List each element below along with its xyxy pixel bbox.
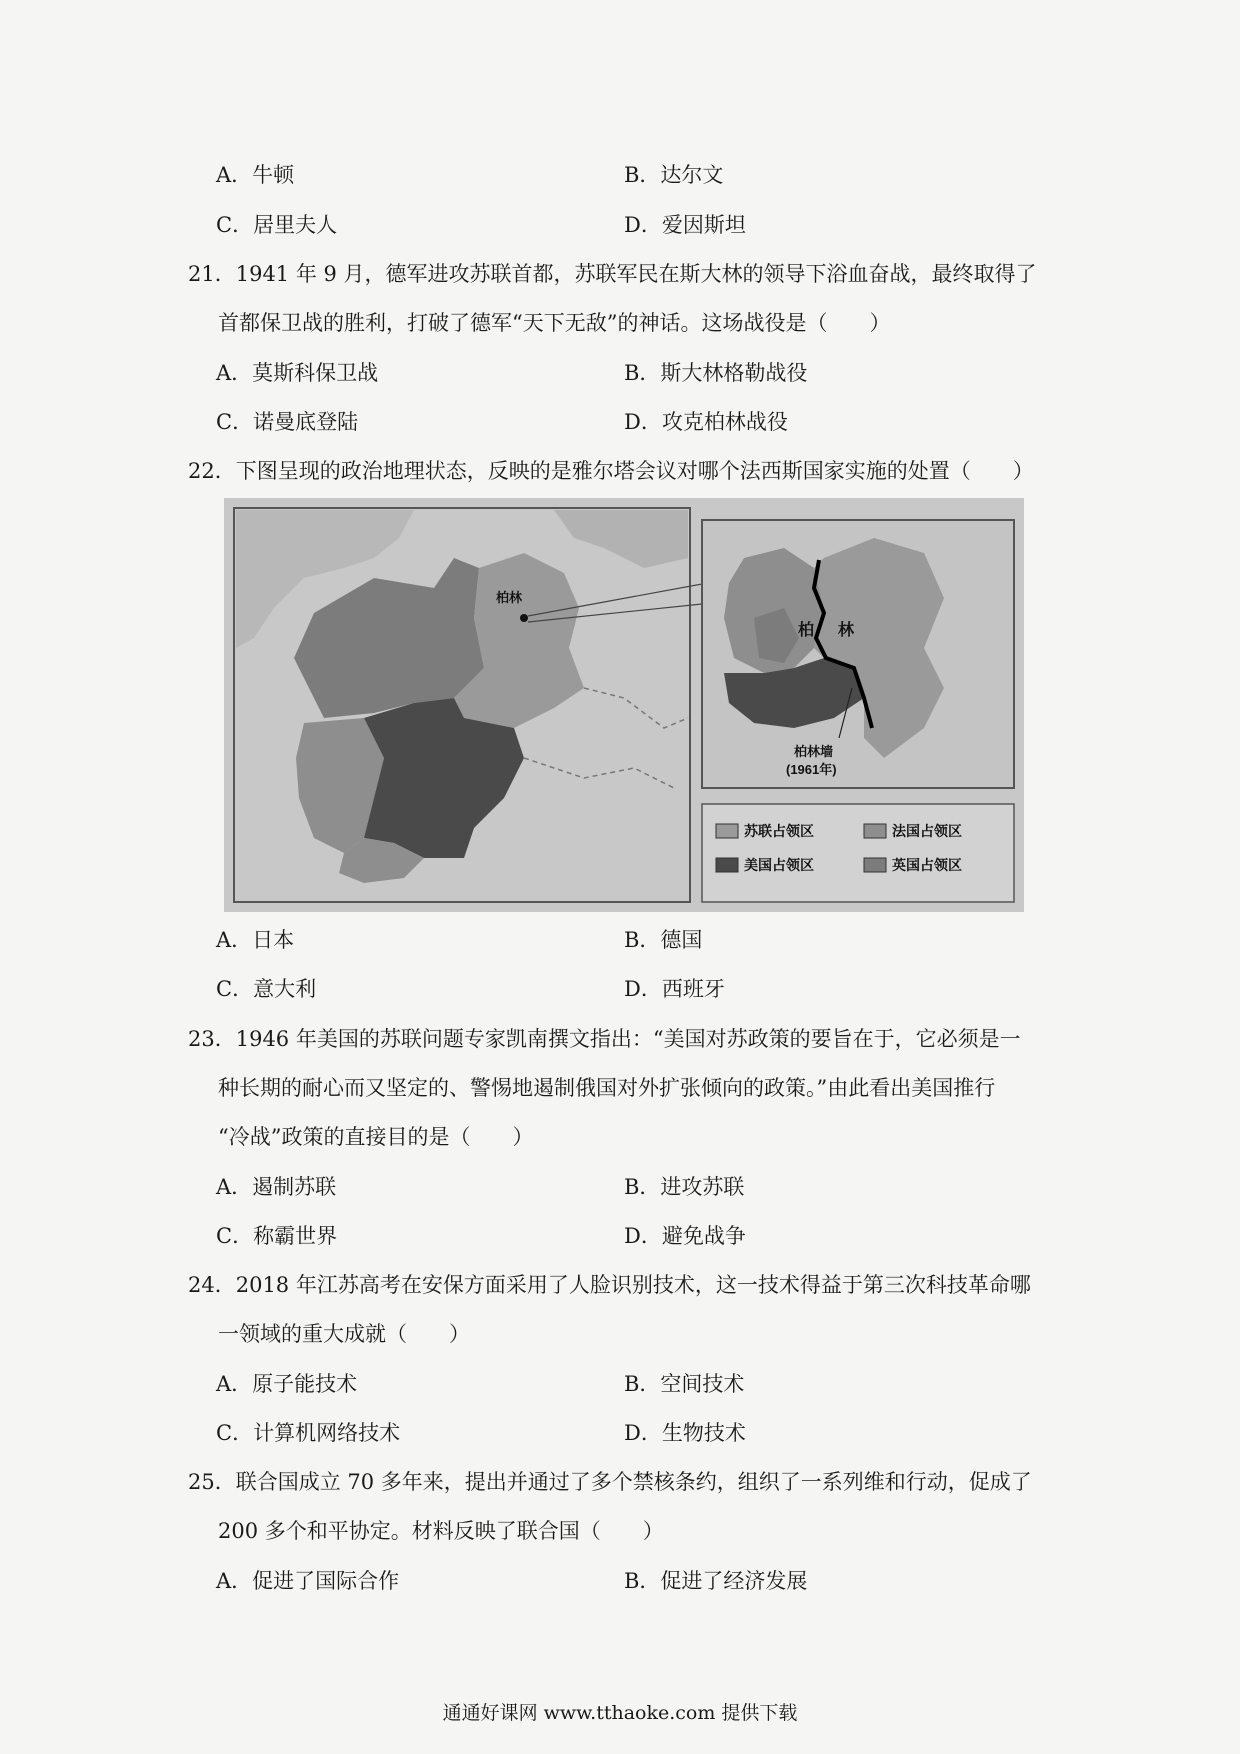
q21-stem-line1: 21．1941 年 9 月，德军进攻苏联首都，苏联军民在斯大林的领导下浴血奋战，最终取得了 [188, 262, 1037, 286]
legend-swatch-usa [716, 858, 738, 872]
berlin-label: 柏林 [496, 590, 523, 605]
wall-label: 柏林墙 [794, 744, 834, 759]
q23-option-c: C．称霸世界 [216, 1224, 338, 1248]
q22-option-b: B．德国 [624, 928, 703, 952]
q24-option-b: B．空间技术 [624, 1372, 745, 1396]
legend-label-france: 法国占领区 [892, 823, 962, 839]
legend-swatch-soviet [716, 824, 738, 838]
legend-swatch-uk [864, 858, 886, 872]
q20-option-d: D．爱因斯坦 [624, 213, 746, 237]
q25-option-b: B．促进了经济发展 [624, 1569, 808, 1593]
inset-label-lin: 林 [838, 622, 855, 639]
q24-stem-line2: 一领域的重大成就（ ） [218, 1322, 470, 1346]
q22-option-a: A．日本 [216, 928, 295, 952]
q24-option-d: D．生物技术 [624, 1421, 746, 1445]
q24-option-a: A．原子能技术 [216, 1372, 358, 1396]
q23-stem-line3: “冷战”政策的直接目的是（ ） [218, 1125, 534, 1149]
q20-option-c: C．居里夫人 [216, 213, 338, 237]
q23-stem-line1: 23．1946 年美国的苏联问题专家凯南撰文指出：“美国对苏政策的要旨在于，它必须是一 [188, 1027, 1021, 1051]
q21-option-d: D．攻克柏林战役 [624, 410, 788, 434]
wall-year: (1961年) [786, 762, 837, 777]
legend-label-usa: 美国占领区 [744, 857, 814, 873]
legend-label-uk: 英国占领区 [892, 857, 962, 873]
q21-stem-line2: 首都保卫战的胜利，打破了德军“天下无敌”的神话。这场战役是（ ） [218, 311, 891, 335]
q25-stem-line1: 25．联合国成立 70 多年来，提出并通过了多个禁核条约，组织了一系列维和行动，促成了 [188, 1470, 1032, 1494]
q23-stem-line2: 种长期的耐心而又坚定的、警惕地遏制俄国对外扩张倾向的政策。”由此看出美国推行 [218, 1076, 996, 1100]
occupation-zones-map [224, 498, 1024, 912]
q24-option-c: C．计算机网络技术 [216, 1421, 401, 1445]
q22-option-c: C．意大利 [216, 977, 317, 1001]
legend-label-soviet: 苏联占领区 [744, 823, 814, 839]
q25-stem-line2: 200 多个和平协定。材料反映了联合国（ ） [218, 1519, 664, 1543]
q23-option-d: D．避免战争 [624, 1224, 746, 1248]
q23-option-b: B．进攻苏联 [624, 1175, 745, 1199]
q25-option-a: A．促进了国际合作 [216, 1569, 400, 1593]
q21-option-b: B．斯大林格勒战役 [624, 361, 808, 385]
q23-option-a: A．遏制苏联 [216, 1175, 337, 1199]
q20-option-a: A．牛顿 [216, 163, 295, 187]
legend-swatch-france [864, 824, 886, 838]
inset-label-bo: 柏 [798, 622, 815, 639]
q20-option-b: B．达尔文 [624, 163, 724, 187]
q24-stem-line1: 24．2018 年江苏高考在安保方面采用了人脸识别技术，这一技术得益于第三次科技革命哪 [188, 1273, 1031, 1297]
q22-stem-line1: 22．下图呈现的政治地理状态，反映的是雅尔塔会议对哪个法西斯国家实施的处置（ ） [188, 459, 1034, 483]
q21-option-a: A．莫斯科保卫战 [216, 361, 379, 385]
page-footer: 通通好课网 www.tthaoke.com 提供下载 [442, 1702, 798, 1724]
legend-box [702, 804, 1014, 902]
berlin-marker [520, 614, 528, 622]
q22-option-d: D．西班牙 [624, 977, 725, 1001]
q21-option-c: C．诺曼底登陆 [216, 410, 359, 434]
